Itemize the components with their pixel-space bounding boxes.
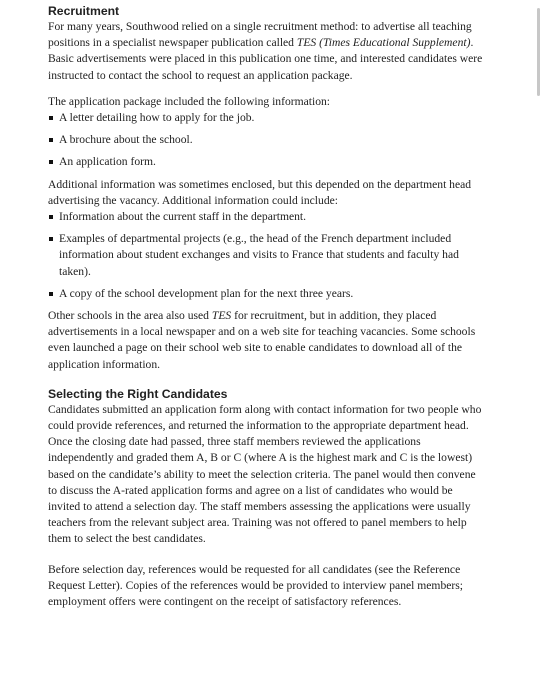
vertical-scrollbar[interactable] <box>537 8 540 96</box>
document-page <box>48 4 484 610</box>
bullet-icon <box>49 237 53 241</box>
selection-paragraph-2: Before selection day, references would be requested for all candidates (see the Reference Request Letter). Copies of the references would be provided to interview panel members; employment offers were contingent on the receipt of satisfactory references. <box>48 562 463 609</box>
tes-full-name: TES (Times Educational Supplement) <box>296 36 471 50</box>
list-item <box>48 209 484 225</box>
additional-list <box>48 209 484 302</box>
tes-abbreviation: TES <box>211 309 232 323</box>
bullet-icon <box>49 160 53 164</box>
list-item-text: A letter detailing how to apply for the job. <box>59 111 255 125</box>
list-item <box>48 286 484 302</box>
list-item <box>48 110 484 126</box>
list-item <box>48 231 484 280</box>
bullet-icon <box>49 215 53 219</box>
recruitment-heading: Recruitment <box>48 4 120 18</box>
bullet-icon <box>49 116 53 120</box>
intro-text-start: For many years, Southwood relied on a single recruitment method: to advertise all teaching positions in a specialist newspaper publication called <box>48 20 472 50</box>
list-item-text: A brochure about the school. <box>59 133 193 147</box>
list-item-text: Examples of departmental projects (e.g., the head of the French department included information about student exchanges and visits to France that students and faculty had taken). <box>59 232 459 278</box>
bullet-icon <box>49 292 53 296</box>
selection-paragraph-1: Candidates submitted an application form along with contact information for two people who could provide references, and returned the information to the appropriate department head. Once the closing date had passed, three staff members reviewed the applications independently and graded them A, B or C (where A is the highest mark and C is the lowest) based on the candidate’s ability to meet the selection criteria. The panel would then convene to discuss the A-rated application forms and agree on a list of candidates who would be invited to attend a selection day. The staff members assessing the applications were usually teachers from the relevant subject area. Training was not offered to panel members to help them to select the best candidates. <box>48 402 482 546</box>
other-text-end: for recruitment, but in addition, they placed advertisements in a local newspaper and on a web site for teaching vacancies. Some schools even launched a page on their school web site to enable candidates to download all of the application information. <box>48 309 476 371</box>
intro-text-end: . Basic advertisements were placed in this publication one time, and interested candidates were instructed to contact the school to request an application package. <box>48 36 483 82</box>
list-item-text: Information about the current staff in the department. <box>59 210 307 224</box>
list-item <box>48 132 484 148</box>
recruitment-intro-paragraph <box>48 19 484 84</box>
other-text-start: Other schools in the area also used <box>48 309 212 323</box>
list-item-text: A copy of the school development plan for the next three years. <box>59 286 354 300</box>
additional-info-paragraph: Additional information was sometimes enclosed, but this depended on the department head advertising the vacancy. Additional information could include: <box>48 177 472 207</box>
list-item-text: An application form. <box>59 155 156 169</box>
package-list <box>48 110 484 171</box>
bullet-icon <box>49 138 53 142</box>
selection-heading: Selecting the Right Candidates <box>48 386 228 401</box>
package-intro-paragraph: The application package included the following information: <box>48 94 331 108</box>
other-schools-paragraph <box>48 308 484 373</box>
list-item <box>48 154 484 170</box>
